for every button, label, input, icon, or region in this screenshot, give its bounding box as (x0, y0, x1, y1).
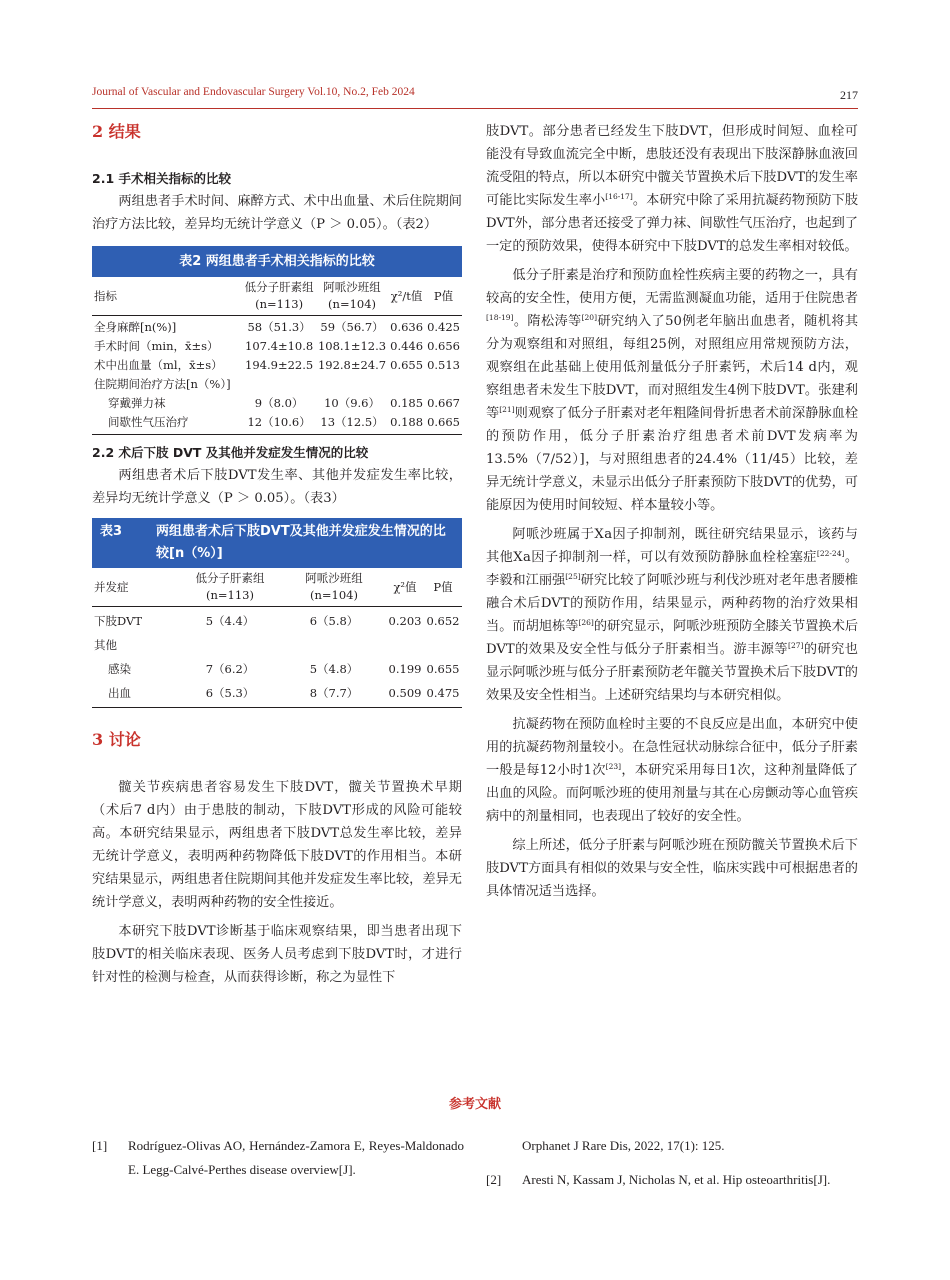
table-cell: 7（6.2） (205, 662, 255, 676)
text: 则观察了低分子肝素对老年粗隆间骨折患者术前深静脉血栓的预防作用，低分子肝素治疗组患者术前DVT发病率为13.5%（7/52）]，与对照组患者的24.4%（11/45）比较，差异无统计学意义，未显示出低分子肝素预防下肢DVT的优势，可能原因为使用时间较短、样本量较小等。 (486, 406, 859, 513)
table-cell: 出血 (92, 681, 178, 708)
table-3 (92, 518, 462, 708)
text: 研究比较了阿哌沙班与利伐沙班对老年患者腰椎融合术后DVT的预防作用，结果显示，两种药物的治疗效果相当。而胡旭栋等 (486, 573, 859, 634)
table-cell: 0.655 (426, 662, 460, 676)
table-3-title (92, 518, 462, 568)
table-cell: 0.425 (427, 320, 460, 334)
table-cell: 感染 (108, 662, 131, 676)
table-cell: 0.513 (427, 358, 460, 372)
citation: [27] (788, 641, 804, 650)
table-row (92, 681, 462, 708)
table-header-cell: 指标 (92, 277, 242, 316)
paragraph: 两组患者手术时间、麻醉方式、术中出血量、术后住院期间治疗方法比较，差异均无统计学意义（P ＞ 0.05）。（表2） (92, 194, 462, 232)
citation: [22-24] (816, 549, 845, 558)
table-cell: 0.665 (425, 413, 462, 435)
table-cell: 192.8±24.7 (317, 358, 387, 372)
running-header (92, 86, 858, 109)
paragraph: 本研究下肢DVT诊断基于临床观察结果，即当患者出现下肢DVT的相关临床表现、医务人员考虑到下肢DVT时，才进行针对性的检测与检查，从而获得诊断，称之为显性下 (92, 924, 462, 985)
table-cell: 194.9±22.5 (245, 358, 314, 372)
table-cell: 术中出血量（ml，x̄±s） (94, 358, 223, 372)
table-2-grid (92, 277, 462, 435)
citation: [21] (499, 405, 515, 414)
references-title: 参考文献 (448, 1097, 501, 1112)
left-column (92, 120, 462, 989)
table-header-cell: 并发症 (92, 568, 178, 607)
table-header-cell: χ²/t值 (388, 277, 425, 316)
table-cell: 穿戴弹力袜 (108, 396, 166, 410)
table-header-cell: P值 (425, 277, 462, 316)
text: 低分子肝素是治疗和预防血栓性疾病主要的药物之一，具有较高的安全性，使用方便，无需监测凝血功能，适用于住院患者 (486, 268, 858, 306)
section-title-results: 2 结果 (92, 122, 141, 141)
text: 阿哌沙班属于Ⅹa因子抑制剂，既往研究结果显示，该药与其他Ⅹa因子抑制剂一样，可以有效预防静脉血栓栓塞症 (486, 527, 858, 565)
citation: [26] (578, 618, 594, 627)
subsection-title-2-1: 2.1 手术相关指标的比较 (92, 171, 231, 186)
text: 。隋松涛等 (513, 314, 582, 329)
text: ，本研究采用每日1次，这种剂量降低了出血的风险。而阿哌沙班的使用剂量与其在心房颤动等心血管疾病中的剂量相同，也表现出了较好的安全性。 (486, 763, 859, 824)
table-cell: 0.185 (390, 396, 424, 410)
table-cell: 5（4.8） (309, 662, 359, 676)
table-cell: 0.509 (386, 681, 424, 708)
table-row (92, 356, 462, 375)
table-header-cell: 阿哌沙班组(n=104) (316, 277, 388, 316)
table-cell: 0.203 (388, 614, 422, 628)
table-cell: 107.4±10.8 (245, 339, 314, 353)
table-header-cell: P值 (424, 568, 462, 607)
paragraph (486, 523, 858, 707)
table-row (92, 413, 462, 435)
citation: [25] (565, 572, 581, 581)
paragraph: 综上所述，低分子肝素与阿哌沙班在预防髋关节置换术后下肢DVT方面具有相似的效果与安全性，临床实践中可根据患者的具体情况适当选择。 (486, 838, 858, 899)
reference-item (486, 1134, 858, 1158)
paragraph: 两组患者术后下肢DVT发生率、其他并发症发生率比较，差异均无统计学意义（P ＞ 0.05）。（表3） (92, 468, 462, 506)
table-2 (92, 246, 462, 435)
reference-number: [2] (486, 1172, 502, 1187)
table-row (92, 375, 462, 394)
table-cell: 108.1±12.3 (317, 339, 387, 353)
table-cell: 13（12.5） (316, 413, 388, 435)
table-header-cell: 低分子肝素组(n=113) (178, 568, 282, 607)
table-cell: 其他 (94, 638, 117, 652)
text: 。本研究中除了采用抗凝药物预防下肢DVT外，部分患者还接受了弹力袜、间歇性气压治疗，也起到了一定的预防效果，使得本研究中下肢DVT的总发生率相对较低。 (486, 193, 859, 254)
table-cell: 6（5.8） (309, 614, 359, 628)
section-title-discussion: 3 讨论 (92, 730, 141, 749)
table-cell: 0.199 (388, 662, 422, 676)
paragraph (486, 120, 858, 258)
reference-text: Orphanet J Rare Dis, 2022, 17(1): 125. (522, 1138, 725, 1153)
table-row (92, 337, 462, 356)
table-row (92, 633, 462, 657)
table-cell: 58（51.3） (247, 320, 311, 334)
table-cell: 10（9.6） (324, 396, 380, 410)
journal-name: Journal of Vascular and Endovascular Surgery Vol.10, No.2, Feb 2024 (92, 86, 415, 98)
table-header-cell: 低分子肝素组(n=113) (242, 277, 316, 316)
reference-item (92, 1134, 464, 1182)
references-right (486, 1134, 858, 1192)
table-cell: 全身麻醉[n(%)] (94, 320, 177, 334)
text: 抗凝药物在预防血栓时主要的不良反应是出血，本研究中使用的抗凝药物剂量较小。在急性冠状动脉综合征中，低分子肝素一般是每12小时1次 (486, 717, 858, 778)
table-cell: 6（5.3） (178, 681, 282, 708)
table-cell: 0.655 (390, 358, 424, 372)
table-cell: 间歇性气压治疗 (92, 413, 242, 435)
text: 的研究显示，阿哌沙班预防全膝关节置换术后DVT的效果及安全性与低分子肝素相当。游丰源等 (486, 619, 859, 657)
citation: [23] (605, 762, 622, 771)
table-cell: 0.667 (427, 396, 460, 410)
table-cell: 0.446 (390, 339, 424, 353)
paragraph (486, 264, 858, 517)
table-3-caption: 两组患者术后下肢DVT及其他并发症发生情况的比较[n（%）] (156, 524, 446, 561)
table-2-title: 表2 两组患者手术相关指标的比较 (92, 246, 462, 277)
table-cell: 59（56.7） (320, 320, 384, 334)
citation: [16-17] (605, 192, 633, 201)
table-cell: 8（7.7） (282, 681, 386, 708)
table-row (92, 607, 462, 634)
text: 研究纳入了50例老年脑出血患者，随机将其分为观察组和对照组，每组25例，对照组应用常规预防方法，观察组在此基础上使用低剂量低分子肝素钙，术后14 d内，观察组患者未发生下肢DVT，而对照组发生4例下肢DVT。张建利等 (486, 314, 859, 421)
reference-item (486, 1168, 858, 1192)
reference-number: [1] (92, 1138, 108, 1153)
subsection-title-2-2: 2.2 术后下肢 DVT 及其他并发症发生情况的比较 (92, 445, 369, 460)
table-cell: 5（4.4） (205, 614, 255, 628)
table-header-cell: 阿哌沙班组(n=104) (282, 568, 386, 607)
paragraph: 髋关节疾病患者容易发生下肢DVT，髋关节置换术早期（术后7 d内）由于患肢的制动，下肢DVT形成的风险可能较高。本研究结果显示，两组患者下肢DVT总发生率比较，差异无统计学意义，表明两种药物降低下肢DVT的作用相当。本研究结果显示，两组患者住院期间其他并发症发生率比较，差异无统计学意义，表明两种药物的安全性接近。 (92, 780, 462, 910)
table-header-cell: χ²值 (386, 568, 424, 607)
table-cell: 0.656 (427, 339, 460, 353)
right-column (486, 120, 858, 903)
text: 的研究也显示阿哌沙班与低分子肝素预防老年髋关节置换术后下肢DVT的效果及安全性相当。上述研究结果均与本研究相似。 (486, 642, 858, 703)
page-number: 217 (840, 88, 858, 102)
table-cell: 住院期间治疗方法[n（%）] (94, 377, 231, 391)
table-3-label: 表3 (100, 524, 123, 539)
text: 。李毅和江丽强 (486, 550, 859, 588)
table-cell: 12（10.6） (242, 413, 316, 435)
table-cell: 手术时间（min，x̄±s） (94, 339, 219, 353)
text: 肢DVT。部分患者已经发生下肢DVT，但形成时间短、血栓可能没有导致血流完全中断，患肢还没有表现出下肢深静脉血液回流受阻的特点，所以本研究中髋关节置换术后下肢DVT的发生率可能比实际发生率小 (486, 124, 858, 208)
table-cell: 0.188 (388, 413, 425, 435)
paragraph (486, 713, 858, 828)
table-3-grid (92, 568, 462, 708)
table-row (92, 316, 462, 338)
citation: [20] (581, 313, 597, 322)
citation: [18-19] (486, 313, 514, 322)
reference-text: Aresti N, Kassam J, Nicholas N, et al. Hip osteoarthritis[J]. (522, 1172, 831, 1187)
table-cell: 0.475 (424, 681, 462, 708)
table-cell: 9（8.0） (254, 396, 304, 410)
table-cell: 下肢DVT (94, 614, 142, 628)
table-cell: 0.636 (390, 320, 424, 334)
table-row (92, 394, 462, 413)
reference-text: Rodríguez-Olivas AO, Hernández-Zamora E, Reyes-Maldonado E. Legg-Calvé-Perthes disease overview[J]. (128, 1138, 464, 1177)
table-row (92, 657, 462, 681)
references-left (92, 1134, 464, 1182)
table-cell: 0.652 (426, 614, 460, 628)
